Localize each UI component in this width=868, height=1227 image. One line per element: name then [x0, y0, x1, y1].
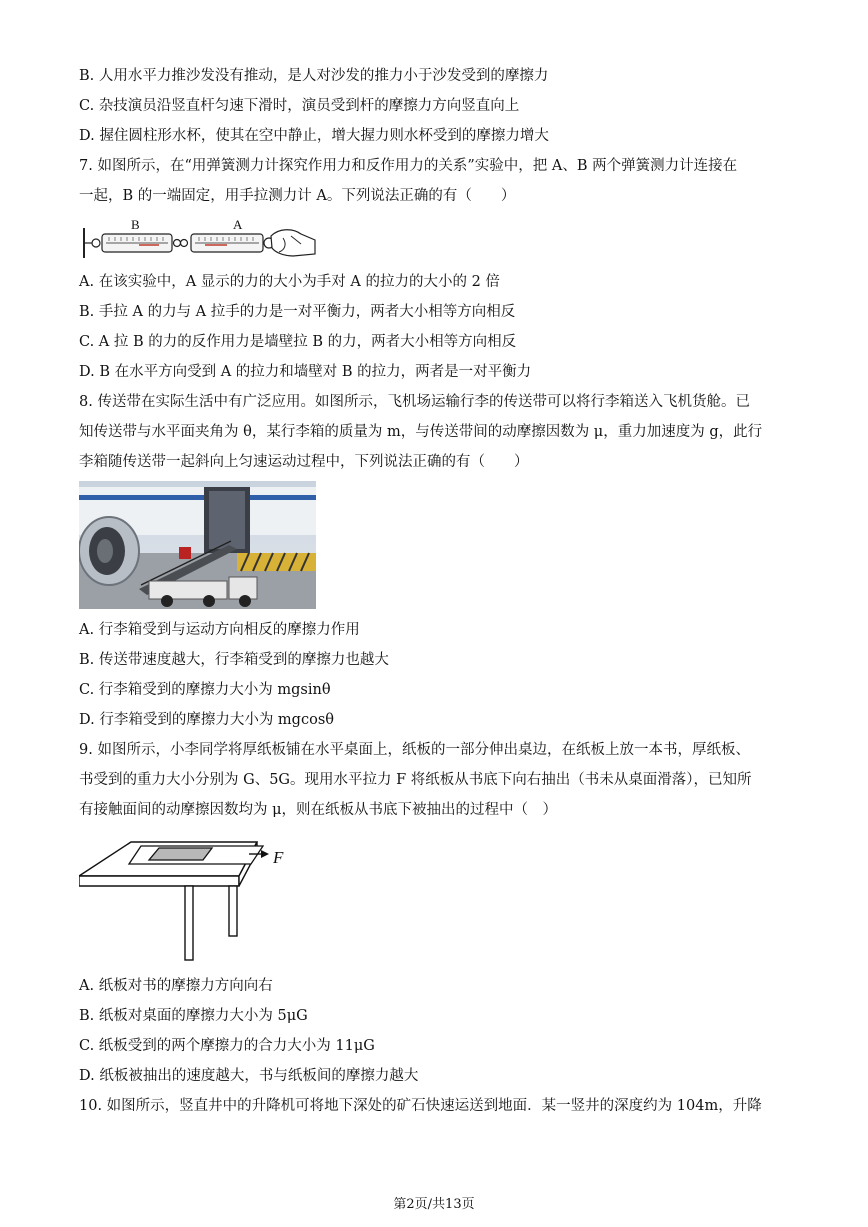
- q8-airport-conveyor-photo: [79, 481, 316, 609]
- q8-option-a: A. 行李箱受到与运动方向相反的摩擦力作用: [79, 622, 360, 638]
- q9-stem-line-1: 9. 如图所示，小李同学将厚纸板铺在水平桌面上，纸板的一部分伸出桌边，在纸板上放一本书，厚纸板、: [79, 742, 750, 758]
- q8-option-c: C. 行李箱受到的摩擦力大小为 mgsinθ: [79, 682, 331, 698]
- q8-option-b: B. 传送带速度越大，行李箱受到的摩擦力也越大: [79, 652, 389, 668]
- q7-stem-line-1: 7. 如图所示，在“用弹簧测力计探究作用力和反作用力的关系”实验中，把 A、B 两个弹簧测力计连接在: [79, 158, 738, 174]
- q9-option-d: D. 纸板被抽出的速度越大，书与纸板间的摩擦力越大: [79, 1068, 419, 1084]
- force-f-label: F: [273, 848, 284, 867]
- q7-option-d: D. B 在水平方向受到 A 的拉力和墙壁对 B 的拉力，两者是一对平衡力: [79, 364, 532, 380]
- page-footer: 第2页/共13页: [393, 1197, 475, 1212]
- q7-option-b: B. 手拉 A 的力与 A 拉手的力是一对平衡力，两者大小相等方向相反: [79, 304, 516, 320]
- q6-option-c: C. 杂技演员沿竖直杆匀速下滑时，演员受到杆的摩擦力方向竖直向上: [79, 98, 520, 114]
- q6-option-b: B. 人用水平力推沙发没有推动，是人对沙发的推力小于沙发受到的摩擦力: [79, 68, 549, 84]
- q8-stem-line-3: 李箱随传送带一起斜向上匀速运动过程中，下列说法正确的有（ ）: [79, 454, 529, 470]
- q9-option-c: C. 纸板受到的两个摩擦力的合力大小为 11μG: [79, 1038, 375, 1054]
- q8-option-d: D. 行李箱受到的摩擦力大小为 mgcosθ: [79, 712, 334, 728]
- scale-a-label: A: [233, 217, 243, 232]
- q10-stem-line-1: 10. 如图所示，竖直井中的升降机可将地下深处的矿石快速运送到地面．某一竖井的深度约为 104m，升降: [79, 1098, 762, 1114]
- q9-table-book-figure: [79, 834, 299, 964]
- q7-option-a: A. 在该实验中，A 显示的力的大小为手对 A 的拉力的大小的 2 倍: [79, 274, 500, 290]
- q9-option-b: B. 纸板对桌面的摩擦力大小为 5μG: [79, 1008, 308, 1024]
- q7-option-c: C. A 拉 B 的力的反作用力是墙壁拉 B 的力，两者大小相等方向相反: [79, 334, 517, 350]
- hand-icon: [264, 230, 315, 256]
- q9-stem-line-3: 有接触面间的动摩擦因数均为 μ，则在纸板从书底下被抽出的过程中（ ）: [79, 802, 558, 818]
- q8-stem-line-2: 知传送带与水平面夹角为 θ，某行李箱的质量为 m，与传送带间的动摩擦因数为 μ，重力加速度为 g，此行: [79, 424, 763, 440]
- q7-stem-line-2: 一起，B 的一端固定，用手拉测力计 A。下列说法正确的有（ ）: [79, 188, 516, 204]
- q8-stem-line-1: 8. 传送带在实际生活中有广泛应用。如图所示，飞机场运输行李的传送带可以将行李箱送入飞机货舱。已: [79, 394, 750, 410]
- q9-option-a: A. 纸板对书的摩擦力方向向右: [79, 978, 273, 994]
- q6-option-d: D. 握住圆柱形水杯，使其在空中静止，增大握力则水杯受到的摩擦力增大: [79, 128, 549, 144]
- q9-stem-line-2: 书受到的重力大小分别为 G、5G。现用水平拉力 F 将纸板从书底下向右抽出（书未从桌面滑落），已知所: [79, 772, 752, 788]
- q7-spring-scale-figure: [79, 214, 319, 264]
- scale-b-label: B: [131, 217, 140, 232]
